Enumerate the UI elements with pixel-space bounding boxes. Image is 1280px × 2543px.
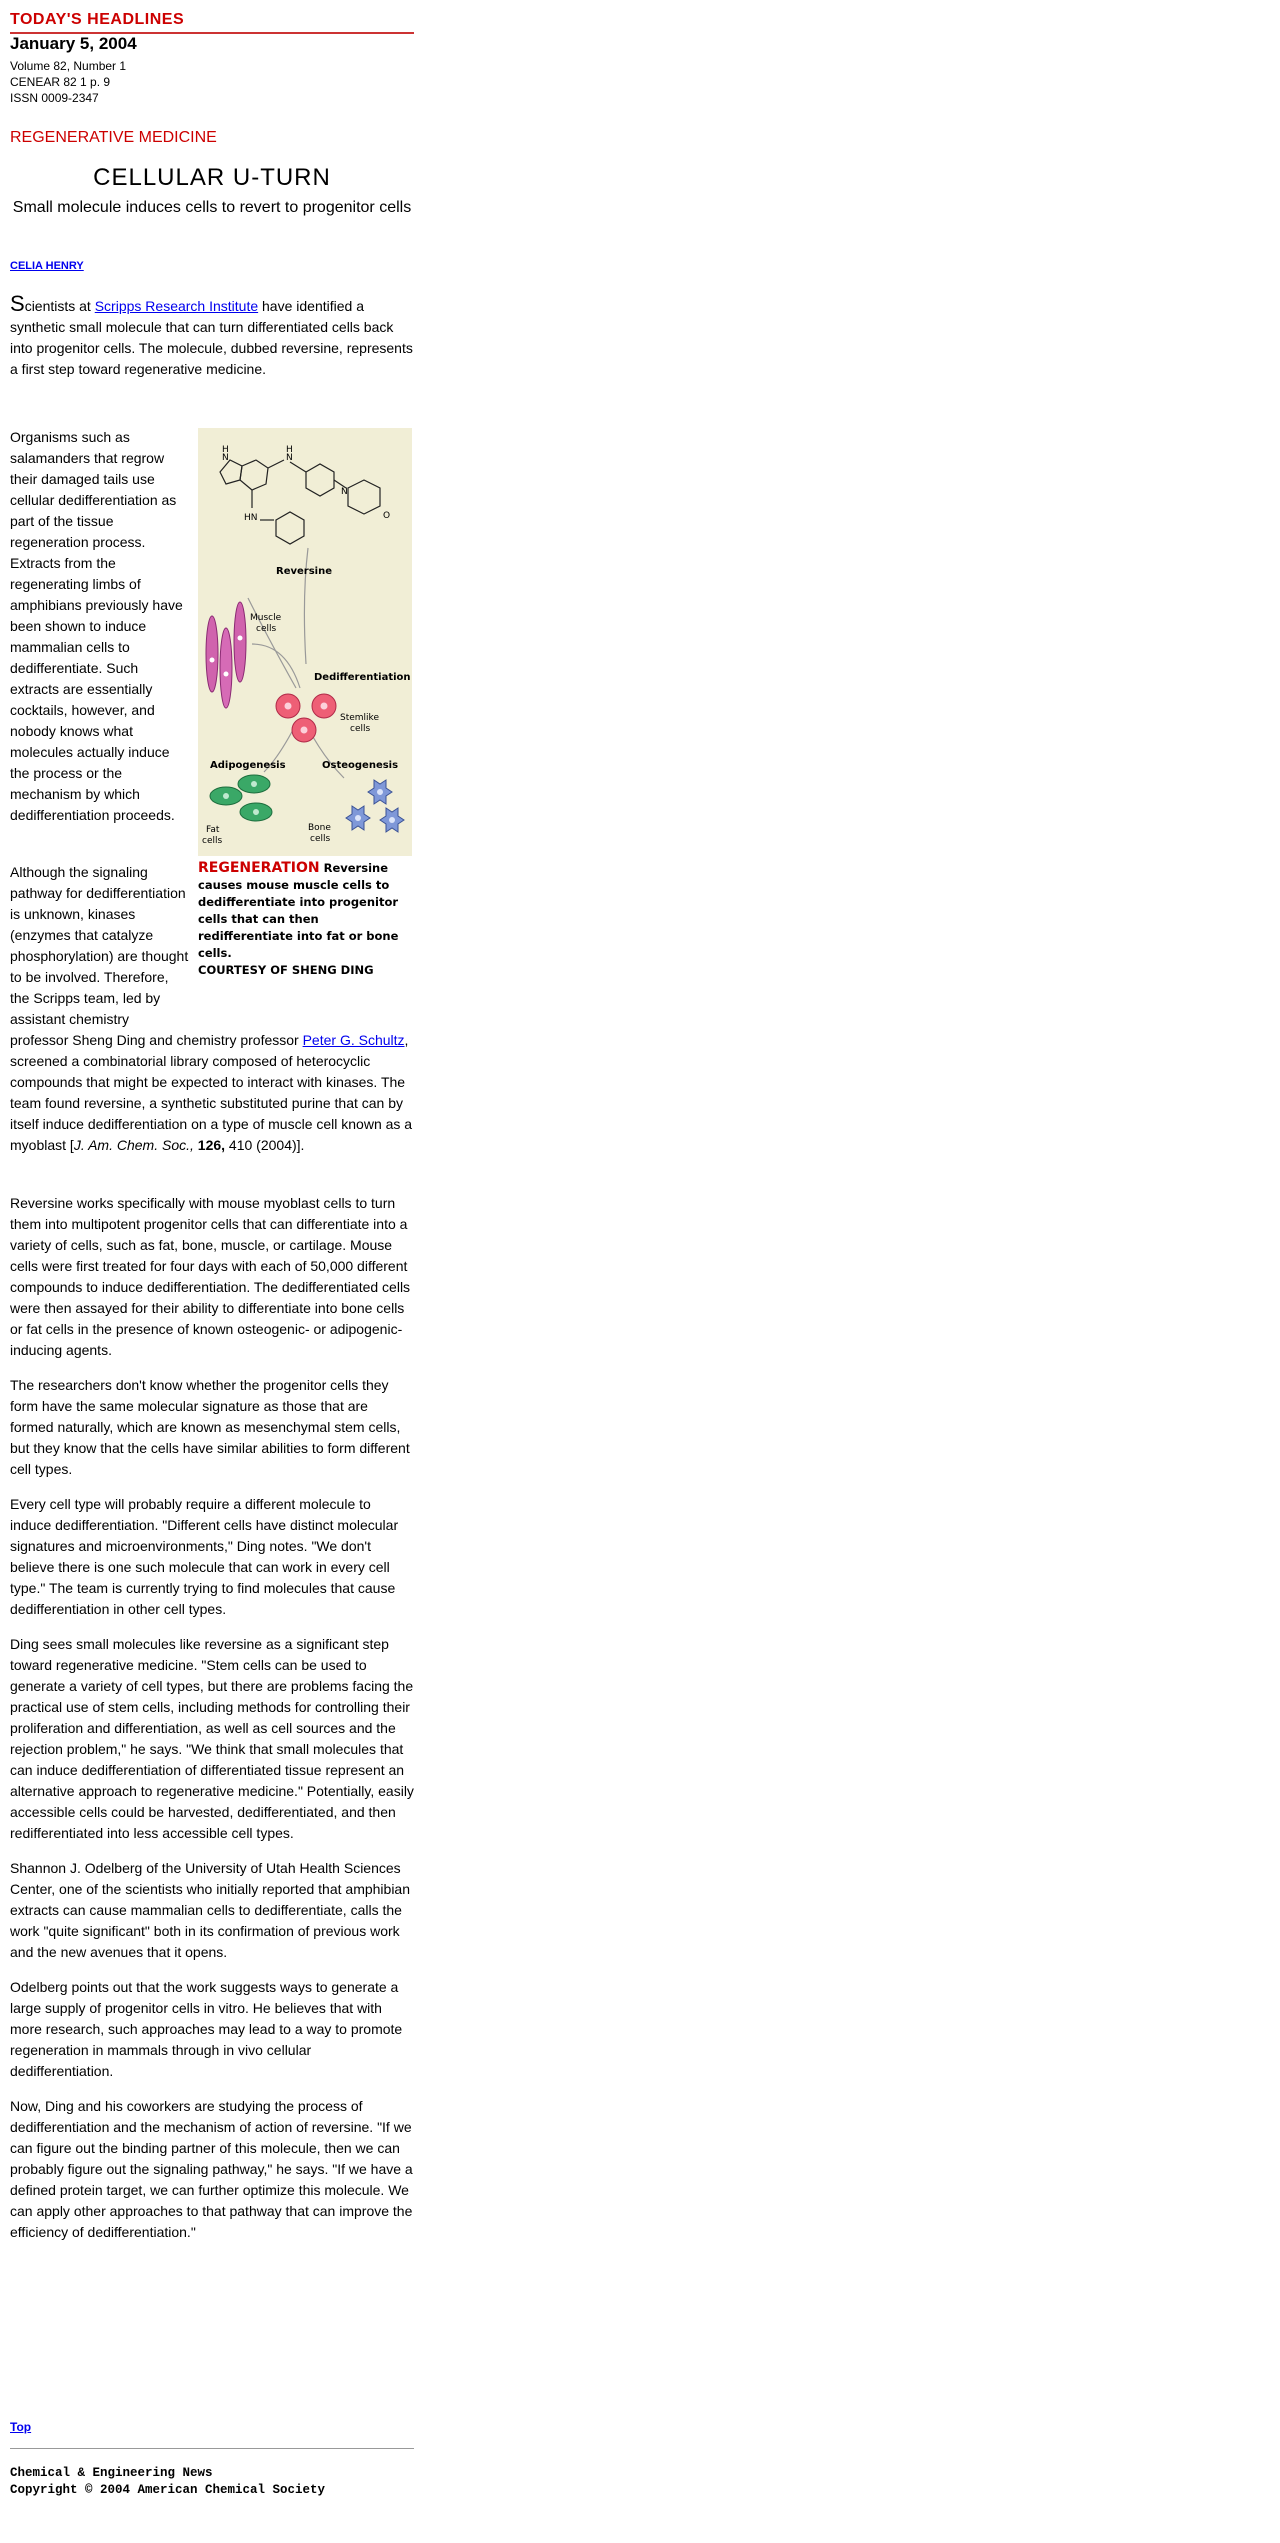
muscle-cell-3 [234,602,246,682]
label-bone: Bone [308,823,331,833]
caption-kicker: REGENERATION [198,860,320,876]
figure-illustration [198,428,412,856]
intro-text-start: cientists at [24,298,95,314]
reversine-diagram [198,428,412,856]
label-h1: H [222,445,229,455]
label-muscle-cells: cells [256,624,277,634]
footer-copyright: Copyright © 2004 American Chemical Society [10,2483,326,2497]
label-n2: N [286,453,293,463]
fat-cells [210,775,272,821]
article-body-continued [10,1193,414,2257]
banner-bar [10,11,414,34]
journal-name: J. Am. Chem. Soc., [73,1137,194,1153]
arrow-muscle [248,598,296,688]
top-link-wrap [10,2420,31,2434]
drop-cap: S [10,291,25,316]
author-link[interactable]: CELIA HENRY [10,260,84,272]
label-n1: N [222,453,229,463]
label-hn: HN [244,513,258,523]
article-title: CELLULAR U-TURN [93,164,331,191]
paragraph-now-ding: Now, Ding and his coworkers are studying the process of dedifferentiation and the mechanism of action of reversine. "If we can figure out the binding partner of this molecule, then we can probably figure out the signaling pathway," he says. "If we have a defined protein target, we can further optimize this molecule. We can apply other approaches to that pathway that can improve the efficiency of dedifferentiation." [10,2098,413,2240]
stemlike-cells [276,694,336,742]
intro-text-end: have identified a synthetic small molecule that can turn differentiated cells back into progenitor cells. The molecule, dubbed reversine, represents a first step toward regenerative medicine. [10,298,413,377]
label-adipogenesis: Adipogenesis [210,760,286,771]
label-o: O [383,511,391,521]
scripps-link[interactable]: Scripps Research Institute [94,298,259,314]
paragraph-organisms: Organisms such as salamanders that regrow their damaged tails use cellular dedifferentiation as part of the tissue regeneration process. Extracts from the regenerating limbs of amphibians previously have been shown to induce mammalian cells to dedifferentiate. Such extracts are essentially cocktails, however, and nobody knows what molecules actually induce the process or the mechanism by which dedifferentiation proceeds. [10,429,183,823]
paragraph-cell-type: Every cell type will probably require a different molecule to induce dedifferentiation. "Different cells have distinct molecular signatures and microenvironments," Ding notes. "We don't believe there is one such molecule that can work in every cell type." The team is currently trying to find molecules that cause dedifferentiation in other cell types. [10,1496,399,1617]
signaling-text-mid: , screened a combinatorial library composed of heterocyclic compounds that might be expected to interact with kinases. The team found reversine, a synthetic substituted purine that can by itself induce dedifferentiation on a type of muscle cell known as a myoblast [ [10,1032,413,1153]
photo-credit: COURTESY OF SHENG DING [198,963,374,977]
byline [10,260,84,272]
muscle-cell-1 [206,616,218,692]
paragraph-progenitor: The researchers don't know whether the progenitor cells they form have the same molecular signature as those that are formed naturally, which are known as mesenchymal stem cells, but they know that the cells have similar abilities to form different cell types. [10,1377,410,1477]
figure [198,428,412,979]
pyrimidine-ring [240,460,268,490]
paragraph-odelberg-points: Odelberg points out that the work suggests ways to generate a large supply of progenitor cells in vitro. He believes that with more research, such approaches may lead to a way to promote regeneration in mammals through in vivo cellular dedifferentiation. [10,1979,403,2079]
cyclohexane-ring [276,512,304,544]
paragraph-ding-sees: Ding sees small molecules like reversine as a significant step toward regenerative medicine. "Stem cells can be used to generate a variety of cell types, but there are problems facing the practical use of stem cells, including methods for controlling their proliferation and differentiation, as well as cell sources and the rejection problem," he says. "We think that small molecules that can induce dedifferentiation of differentiated tissue represent an alternative approach to regenerative medicine." Potentially, easily accessible cells could be harvested, dedifferentiated, and then redifferentiated into less accessible cell types. [10,1636,414,1841]
signaling-text-start: Although the signaling pathway for dedifferentiation is unknown, kinases (enzymes that catalyze phosphorylation) are thought to be involved. Therefore, the Scripps team, led by assistant chemistry professor Sheng Ding and chemistry professor [10,864,303,1048]
volume-line: Volume 82, Number 1 [10,59,127,73]
issn-line: ISSN 0009-2347 [10,91,99,105]
issue-date: January 5, 2004 [10,34,137,53]
label-h2: H [286,445,293,455]
footer-divider [10,2448,414,2449]
label-n3: N [341,487,348,497]
label-stemlike-cells: cells [350,724,371,734]
morpholine-ring [348,480,380,514]
banner-title: TODAY'S HEADLINES [10,11,185,28]
label-fat-cells: cells [202,836,223,846]
label-fat: Fat [206,825,220,835]
journal-pages: 410 (2004)]. [225,1137,305,1153]
muscle-cell-2 [220,628,232,708]
paragraph-intro [10,291,414,380]
imidazole-ring [220,460,242,484]
section-label: REGENERATIVE MEDICINE [10,129,217,146]
schultz-link[interactable]: Peter G. Schultz [302,1032,405,1048]
label-reversine: Reversine [276,566,332,577]
footer [10,2465,325,2499]
journal-volume: 126, [197,1137,226,1153]
label-bone-cells: cells [310,834,331,844]
top-link[interactable]: Top [10,2420,32,2434]
label-stemlike: Stemlike [340,713,379,723]
issue-meta [10,58,126,106]
coden-line: CENEAR 82 1 p. 9 [10,75,111,89]
figure-caption [198,860,412,979]
article-subtitle: Small molecule induces cells to revert to progenitor cells [12,199,412,216]
phenyl-ring [306,464,334,496]
bone-cells [346,780,404,832]
caption-text: Reversine causes mouse muscle cells to dedifferentiate into progenitor cells that can then redifferentiate into fat or bone cells. [198,861,399,960]
label-osteogenesis: Osteogenesis [322,760,399,771]
paragraph-reversine-works: Reversine works specifically with mouse myoblast cells to turn them into multipotent progenitor cells that can differentiate into a variety of cells, such as fat, bone, muscle, or cartilage. Mouse cells were first treated for four days with each of 50,000 different compounds to induce dedifferentiation. The dedifferentiated cells were then assayed for their ability to differentiate into bone cells or fat cells in the presence of known osteogenic- or adipogenic-inducing agents. [10,1195,411,1358]
muscle-cells [206,602,246,708]
label-muscle: Muscle [250,613,282,623]
paragraph-odelberg: Shannon J. Odelberg of the University of Utah Health Sciences Center, one of the scientists who initially reported that amphibian extracts can cause mammalian cells to dedifferentiate, calls the work "quite significant" both in its confirmation of previous work and the new avenues that it opens. [10,1860,411,1960]
footer-publication: Chemical & Engineering News [10,2466,213,2480]
label-dedifferentiation: Dedifferentiation [314,672,411,683]
bond-phenyl [290,462,306,472]
bond-nh [268,460,284,468]
